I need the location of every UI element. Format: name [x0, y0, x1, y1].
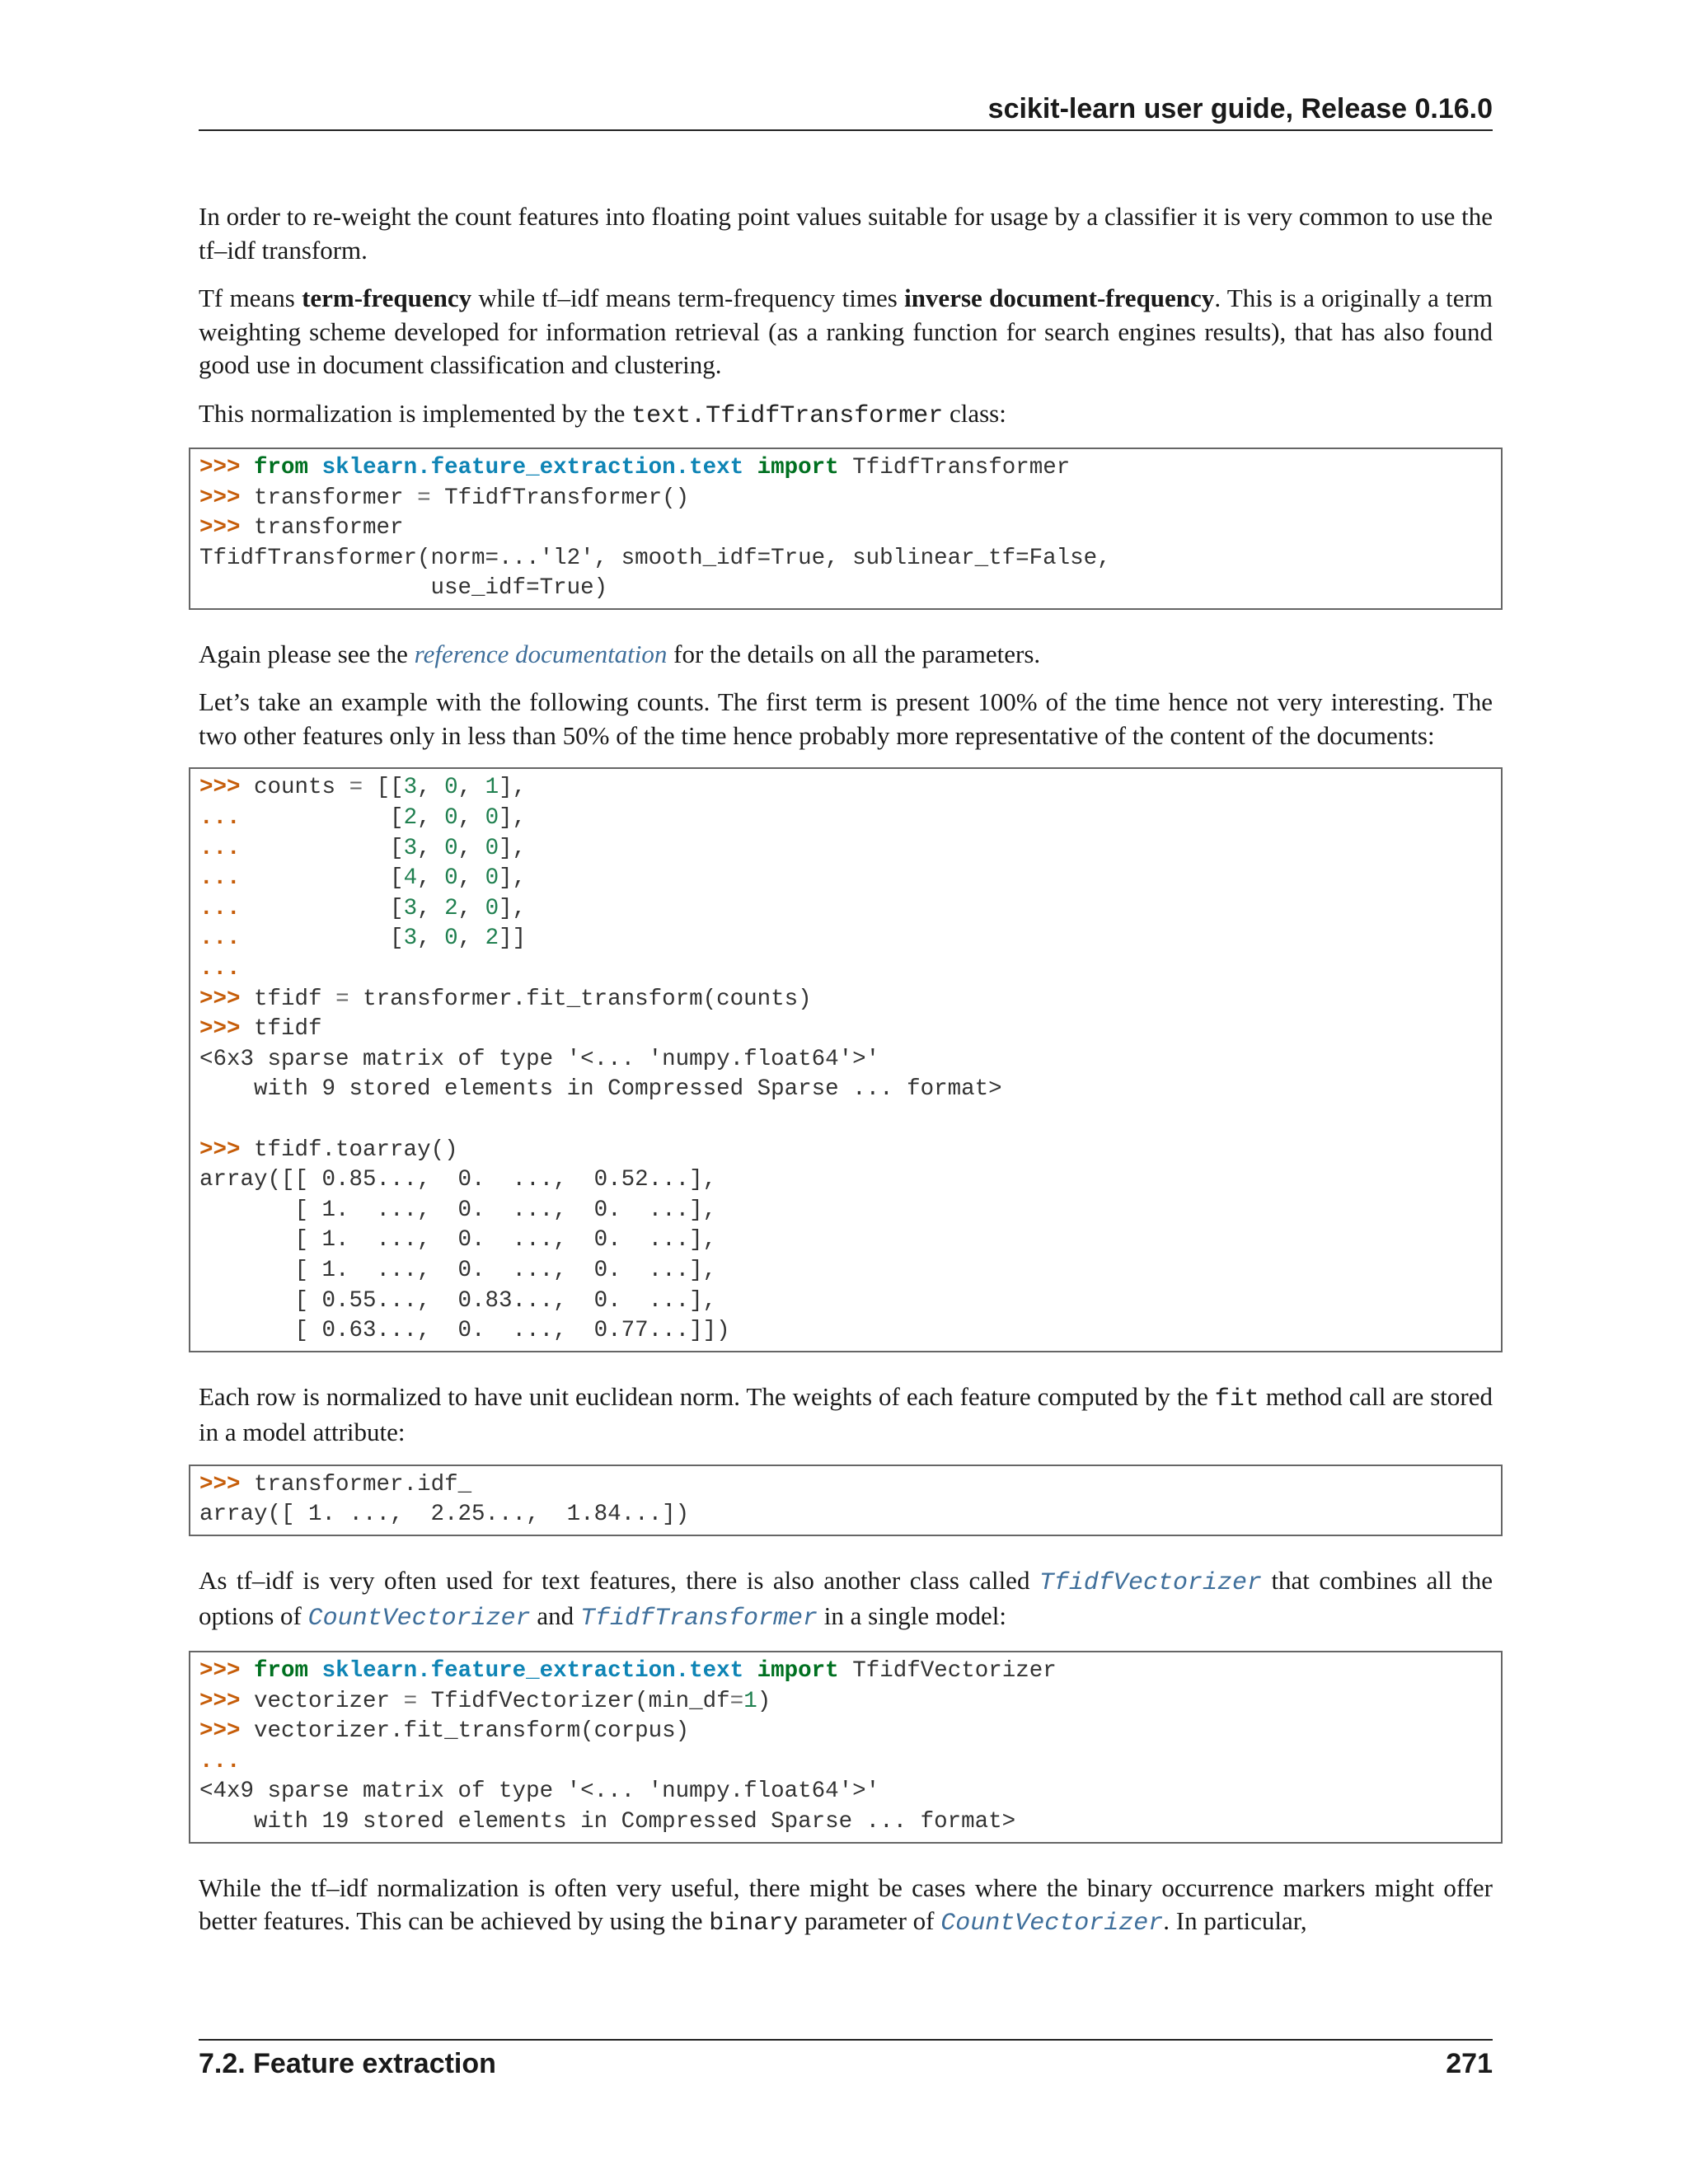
paragraph-vectorizer: As tf–idf is very often used for text features, there is also another class called TfidfVectorizer that combines all the options of CountVectorizer and TfidfTransformer in a single model:: [199, 1565, 1493, 1633]
paragraph-row-normalized: Each row is normalized to have unit euclidean norm. The weights of each feature computed by the fit method call are stored in a model attribute:: [199, 1381, 1493, 1447]
code-block-idf: >>> transformer.idf_ array([ 1. ..., 2.25..., 1.84...]): [189, 1465, 1503, 1536]
countvectorizer-link[interactable]: CountVectorizer: [307, 1605, 531, 1633]
inline-code-fit: fit: [1214, 1385, 1259, 1413]
paragraph-counts-example: Let’s take an example with the following counts. The first term is present 100% of the time hence not very interesting. The two other features only in less than 50% of the time hence probably more representative of the content of the documents:: [199, 687, 1493, 750]
page-content: [199, 200, 1493, 1956]
tfidftransformer-link[interactable]: TfidfTransformer: [579, 1605, 818, 1633]
footer-section: 7.2. Feature extraction: [199, 2048, 496, 2079]
code-block-tfidf-vectorizer: >>> from sklearn.feature_extraction.text import TfidfVectorizer >>> vectorizer = TfidfVectorizer(min_df=1) >>> vectorizer.fit_transform(corpus) ... <4x9 sparse matrix of type '<... 'numpy.float64'>' with 19 stored elements in Compressed Sparse ... format>: [189, 1651, 1503, 1844]
footer-rule: [199, 2039, 1493, 2041]
page-number: 271: [1446, 2048, 1493, 2079]
paragraph-binary: While the tf–idf normalization is often very useful, there might be cases where the binary occurrence markers might offer better features. This can be achieved by using the binary parameter of CountVectorizer. In particular,: [199, 1872, 1493, 1938]
code-block-counts: >>> counts = [[3, 0, 1], ... [2, 0, 0], ... [3, 0, 0], ... [4, 0, 0], ... [3, 2, 0], ... [3, 0, 2]] ... >>> tfidf = transformer.fit_transform(counts) >>> tfidf <6x3 sparse matrix of type '<... 'numpy.float64'>' with 9 stored elements in Compressed Sparse ... format> >>> tfidf.toarray() array([[ 0.85..., 0. ..., 0.52...], [ 1. ..., 0. ..., 0. ...], [ 1. ..., 0. ..., 0. ...], [ 1. ..., 0. ..., 0. ...], [ 0.55..., 0.83..., 0. ...], [ 0.63..., 0. ..., 0.77...]]): [189, 767, 1503, 1352]
inline-code: text.TfidfTransformer: [631, 401, 944, 430]
countvectorizer-link-2[interactable]: CountVectorizer: [940, 1910, 1164, 1938]
paragraph-tf-definition: Tf means term-frequency while tf–idf means term-frequency times inverse document-frequency. This is a originally a term weighting scheme developed for information retrieval (as a ranking function for search engines results), that has also found good use in document classification and clustering.: [199, 284, 1493, 379]
running-footer: [199, 2047, 1493, 2080]
paragraph-intro: In order to re-weight the count features into floating point values suitable for usage by a classifier it is very common to use the tf–idf transform.: [199, 202, 1493, 265]
code-block-tfidf-transformer: >>> from sklearn.feature_extraction.text import TfidfTransformer >>> transformer = TfidfTransformer() >>> transformer TfidfTransformer(norm=...'l2', smooth_idf=True, sublinear_tf=False, use_idf=True): [189, 448, 1503, 610]
running-header: scikit-learn user guide, Release 0.16.0: [987, 93, 1493, 124]
term-frequency-bold: term-frequency: [302, 284, 472, 312]
header-rule: [199, 129, 1493, 131]
reference-documentation-link[interactable]: reference documentation: [414, 639, 668, 668]
paragraph-reference: Again please see the reference documentation for the details on all the parameters.: [199, 639, 1041, 668]
tfidfvectorizer-link[interactable]: TfidfVectorizer: [1039, 1568, 1262, 1597]
idf-bold: inverse document-frequency: [904, 284, 1215, 312]
inline-code-binary: binary: [709, 1910, 799, 1938]
paragraph-normalization: This normalization is implemented by the text.TfidfTransformer class:: [199, 398, 1006, 430]
